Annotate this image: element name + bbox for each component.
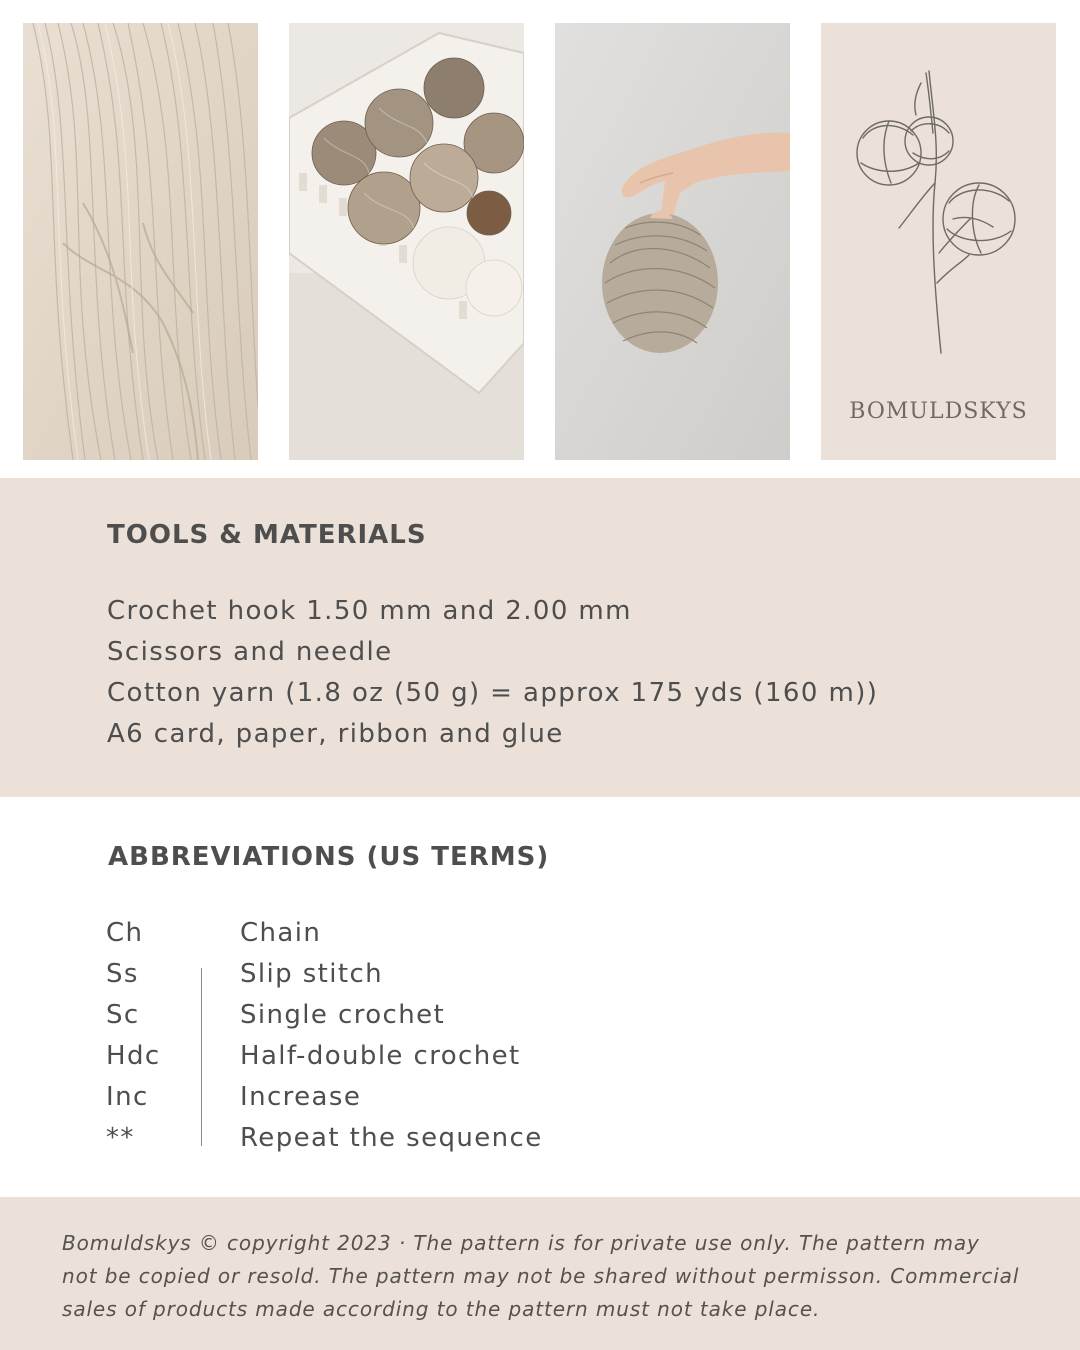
abbreviation-code: Ss xyxy=(106,959,139,989)
abbreviations-section xyxy=(0,797,1080,1197)
abbreviations-table xyxy=(106,913,706,1159)
tools-list xyxy=(107,591,878,755)
abbreviation-meaning: Repeat the sequence xyxy=(240,1123,543,1153)
list-item: Cotton yarn (1.8 oz (50 g) = approx 175 yds (160 m)) xyxy=(107,678,879,708)
abbreviations-title: ABBREVIATIONS (US TERMS) xyxy=(108,842,550,872)
list-item: Scissors and needle xyxy=(107,637,393,667)
abbreviation-code: Hdc xyxy=(106,1041,161,1071)
table-row xyxy=(106,913,706,954)
abbreviation-meaning: Increase xyxy=(240,1082,362,1112)
abbreviation-code: Ch xyxy=(106,918,144,948)
abbreviation-meaning: Chain xyxy=(240,918,322,948)
copyright-notice: Bomuldskys © copyright 2023 · The pattern is for private use only. The pattern may not be copied or resold. The pattern may not be shared without permisson. Commercial sales of products made according to the pattern must not take place. xyxy=(62,1231,1020,1321)
table-row xyxy=(106,954,706,995)
table-row xyxy=(106,1036,706,1077)
abbreviation-meaning: Single crochet xyxy=(240,1000,446,1030)
abbreviation-meaning: Slip stitch xyxy=(240,959,384,989)
abbreviation-code: Sc xyxy=(106,1000,140,1030)
yarn-balls-basket-photo xyxy=(289,23,524,460)
cotton-branch-icon xyxy=(821,23,1056,460)
tools-materials-title: TOOLS & MATERIALS xyxy=(107,520,427,550)
cotton-yarn-skein-photo xyxy=(23,23,258,460)
photo-strip xyxy=(23,23,1057,460)
table-row xyxy=(106,1118,706,1159)
copyright-footer xyxy=(0,1197,1080,1350)
abbreviation-meaning: Half-double crochet xyxy=(240,1041,521,1071)
table-row xyxy=(106,1077,706,1118)
table-row xyxy=(106,995,706,1036)
brand-card xyxy=(821,23,1056,460)
abbreviation-code: Inc xyxy=(106,1082,149,1112)
abbreviation-code: ** xyxy=(106,1123,135,1153)
list-item: A6 card, paper, ribbon and glue xyxy=(107,719,564,749)
tools-materials-section xyxy=(0,478,1080,797)
brand-wordmark: BOMULDSKYS xyxy=(849,399,1028,424)
hand-holding-yarn-ball-photo xyxy=(555,23,790,460)
column-divider xyxy=(201,968,202,1146)
list-item: Crochet hook 1.50 mm and 2.00 mm xyxy=(107,596,632,626)
